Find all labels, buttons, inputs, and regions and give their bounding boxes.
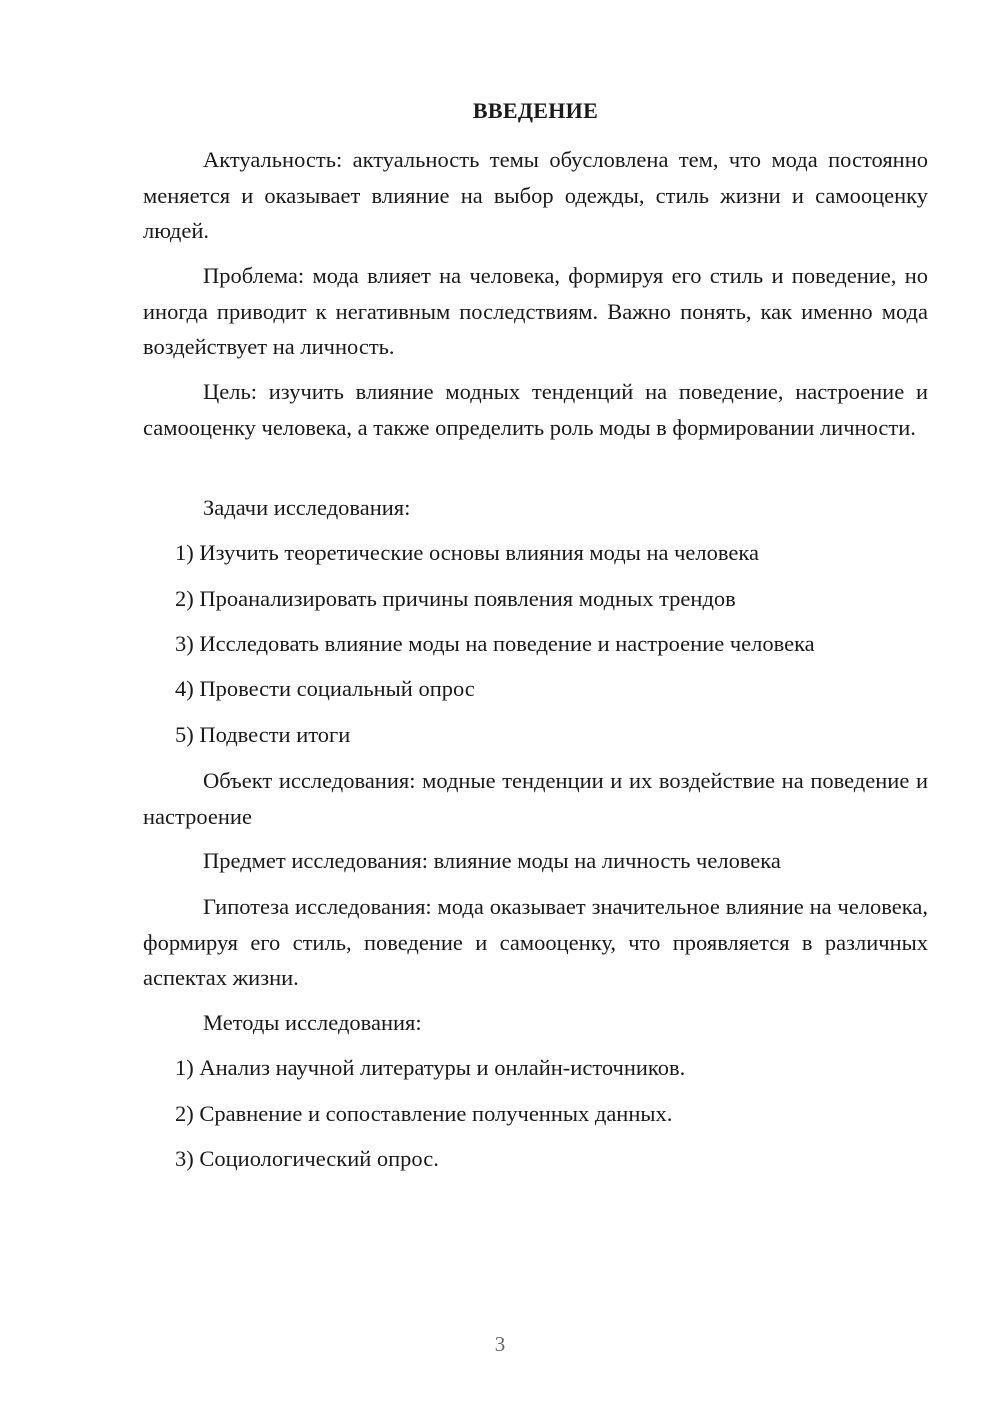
methods-heading: Методы исследования: — [203, 1010, 422, 1035]
method-item-2: 2) Сравнение и сопоставление полученных данных. — [175, 1101, 673, 1126]
paragraph-object: Объект исследования: модные тенденции и их воздействие на поведение и настроение — [143, 768, 928, 829]
method-item-1: 1) Анализ научной литературы и онлайн-источников. — [175, 1055, 686, 1080]
task-item-5: 5) Подвести итоги — [175, 722, 351, 747]
paragraph-problem: Проблема: мода влияет на человека, формируя его стиль и поведение, но иногда приводит к негативным последствиям. Важно понять, как именно мода воздействует на личность. — [143, 263, 928, 359]
section-title: ВВЕДЕНИЕ — [472, 98, 599, 123]
method-item-3: 3) Социологический опрос. — [175, 1146, 439, 1171]
page-number: 3 — [494, 1332, 506, 1356]
paragraph-goal: Цель: изучить влияние модных тенденций на поведение, настроение и самооценку человека, а также определить роль моды в формировании личности. — [143, 379, 928, 440]
task-item-4: 4) Провести социальный опрос — [175, 676, 475, 701]
task-item-1: 1) Изучить теоретические основы влияния моды на человека — [175, 540, 759, 565]
paragraph-subject: Предмет исследования: влияние моды на личность человека — [203, 848, 781, 873]
paragraph-relevance: Актуальность: актуальность темы обусловлена тем, что мода постоянно меняется и оказывает влияние на выбор одежды, стиль жизни и самооценку людей. — [143, 147, 928, 243]
task-item-2: 2) Проанализировать причины появления модных трендов — [175, 586, 736, 611]
tasks-heading: Задачи исследования: — [203, 495, 411, 520]
paragraph-hypothesis: Гипотеза исследования: мода оказывает значительное влияние на человека, формируя его стиль, поведение и самооценку, что проявляется в различных аспектах жизни. — [143, 894, 928, 990]
task-item-3: 3) Исследовать влияние моды на поведение и настроение человека — [175, 631, 815, 656]
document-page — [143, 0, 928, 1414]
